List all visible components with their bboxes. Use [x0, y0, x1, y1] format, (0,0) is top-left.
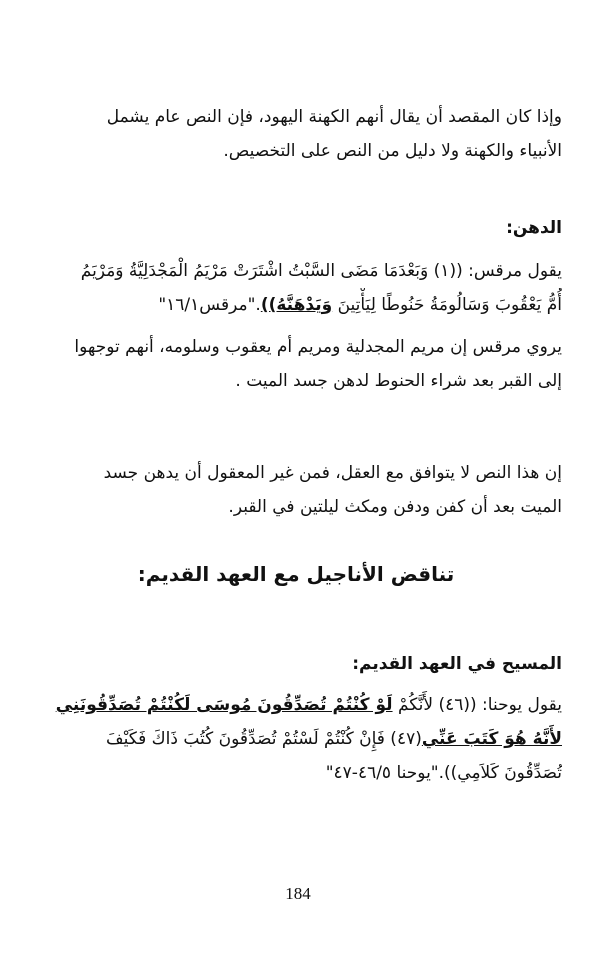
intro-line-1: وإذا كان المقصد أن يقال أنهم الكهنة اليهود، فإن النص عام يشمل	[106, 107, 562, 127]
section-title: تناقض الأناجيل مع العهد القديم:	[137, 562, 455, 586]
john-quote-text: (٤٧) فَإِنْ كُنْتُمْ لَسْتُمْ تُصَدِّقُونَ كُتُبَ ذَاكَ فَكَيْفَ	[105, 729, 422, 749]
john-quote-line-1	[30, 688, 562, 722]
mark-quote-text: أُمُّ يَعْقُوبَ وَسَالُومَةُ حَنُوطًا لِيَأْتِينَ	[332, 295, 562, 315]
john-quote-emphasis-1: لَوْ كُنْتُمْ تُصَدِّقُونَ مُوسَى لَكُنْتُمْ تُصَدِّقُونَنِي	[55, 695, 393, 715]
reason-paragraph	[30, 456, 562, 524]
mark-quote-emphasis: وَيَدْهَنَّهُ))	[260, 295, 333, 315]
intro-line-2: الأنبياء والكهنة ولا دليل من النص على التخصيص.	[223, 141, 562, 161]
mark-quote-line-2	[30, 288, 562, 322]
reason-line-1: إن هذا النص لا يتوافق مع العقل، فمن غير المعقول أن يدهن جسد	[103, 463, 562, 483]
john-quote-paragraph	[30, 688, 562, 790]
john-quote-emphasis-2: لأَنَّهُ هُوَ كَتَبَ عَنِّي	[421, 729, 562, 749]
anointing-heading: الدهن:	[506, 218, 562, 238]
mark-commentary-line-1: يروي مرقس إن مريم المجدلية ومريم أم يعقوب وسلومه، أنهم توجهوا	[74, 337, 562, 357]
john-quote-line-2	[30, 722, 562, 756]
john-quote-intro: يقول يوحنا: ((٤٦) لأَنَّكُمْ	[392, 695, 562, 715]
john-quote-line-3: تُصَدِّقُونَ كَلاَمِي))."يوحنا ٤٦/٥-٤٧"	[325, 763, 562, 783]
mark-quote-paragraph	[30, 254, 562, 322]
reason-line-2: الميت بعد أن كفن ودفن ومكث ليلتين في القبر.	[228, 497, 562, 517]
page-number: 184	[285, 884, 311, 903]
mark-commentary-paragraph	[30, 330, 562, 398]
messiah-heading: المسيح في العهد القديم:	[352, 654, 562, 674]
mark-reference: ."مرقس١٦/١"	[158, 295, 261, 315]
mark-quote-line-1: يقول مرقس: ((١) وَبَعْدَمَا مَضَى السَّبْتُ اشْتَرَتْ مَرْيَمُ الْمَجْدَلِيَّةُ وَمَرْيَمُ	[80, 261, 562, 281]
intro-paragraph	[30, 100, 562, 168]
mark-commentary-line-2: إلى القبر بعد شراء الحنوط لدهن جسد الميت .	[235, 371, 562, 391]
